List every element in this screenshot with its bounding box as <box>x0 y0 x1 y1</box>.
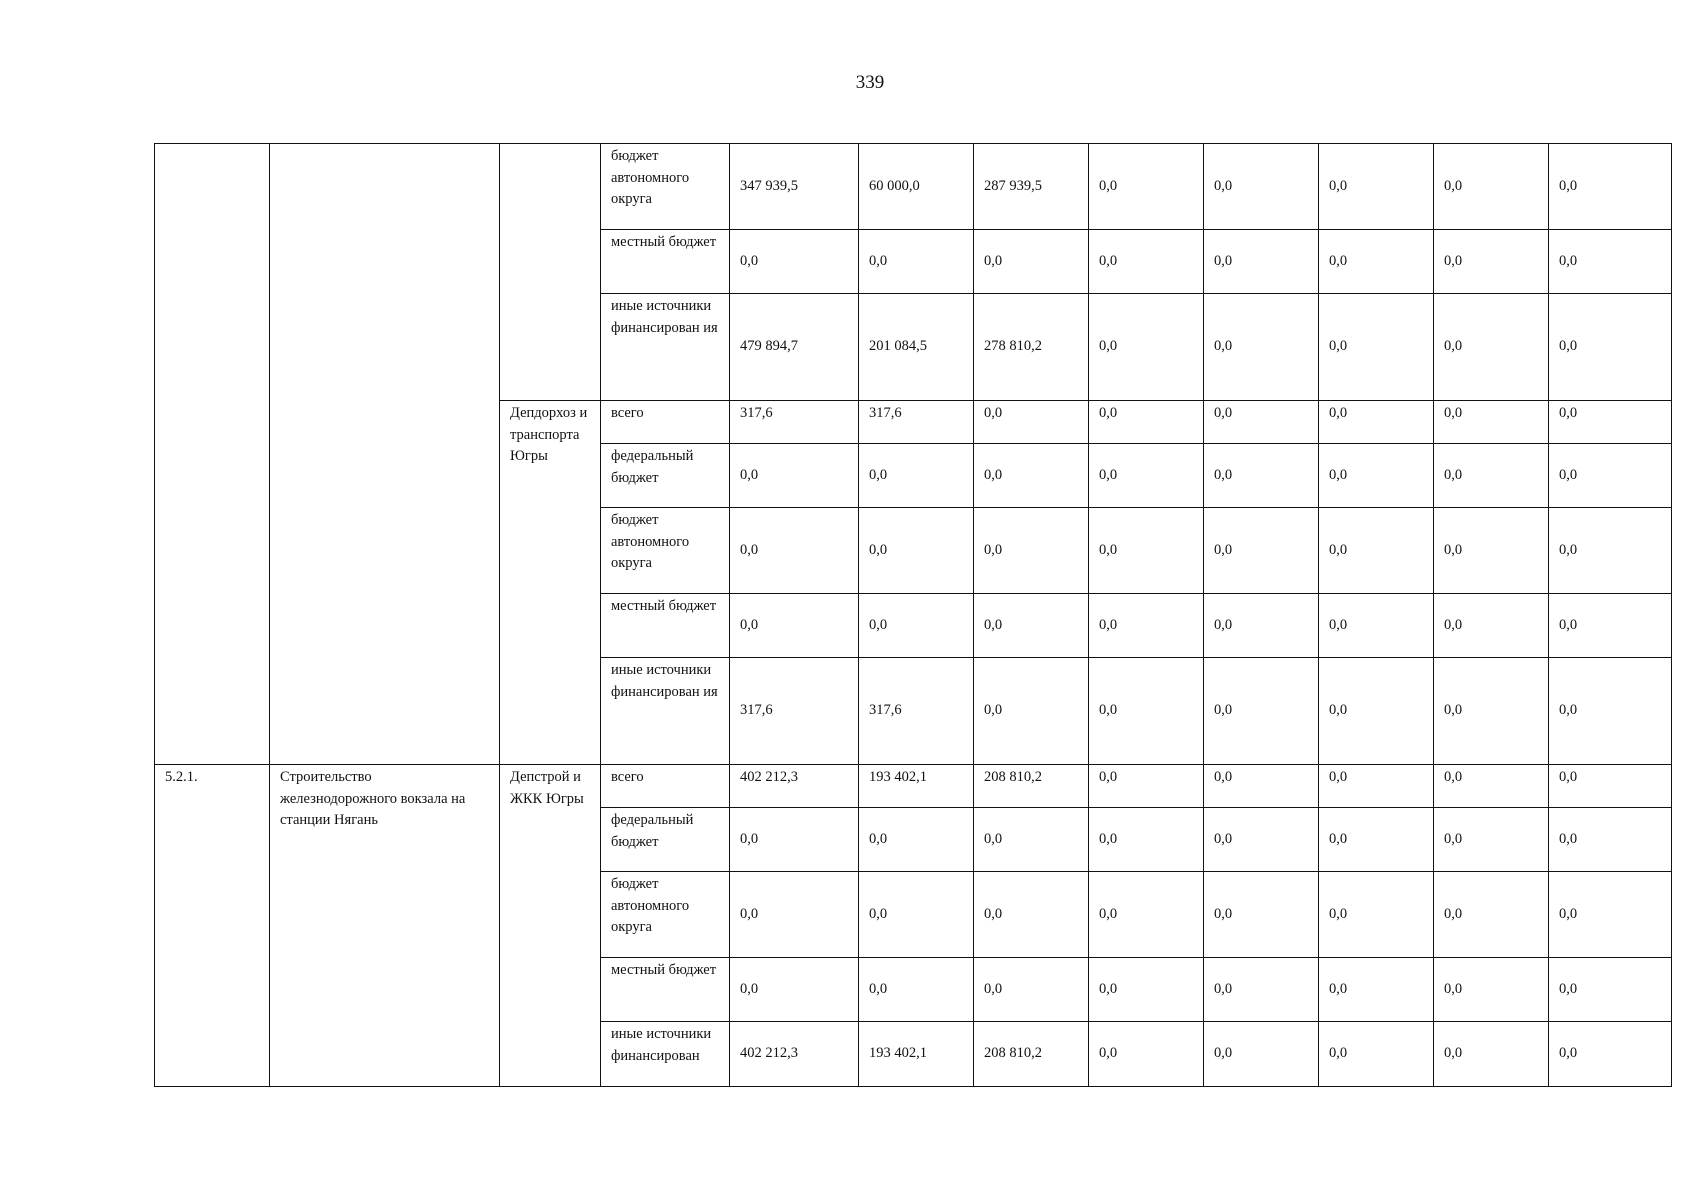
value-cell: 0,0 <box>1434 401 1549 444</box>
value-cell: 0,0 <box>1204 401 1319 444</box>
value-cell: 0,0 <box>974 444 1089 508</box>
value-cell: 0,0 <box>1089 658 1204 765</box>
value-cell: 0,0 <box>1319 594 1434 658</box>
value-cell: 0,0 <box>859 594 974 658</box>
value-cell: 0,0 <box>1319 508 1434 594</box>
executor-cell: Депстрой и ЖКК Югры <box>500 765 601 1087</box>
value-cell: 0,0 <box>1089 144 1204 230</box>
value-cell: 0,0 <box>974 872 1089 958</box>
value-cell: 0,0 <box>1549 294 1672 401</box>
code-cell <box>155 144 270 765</box>
value-cell: 193 402,1 <box>859 765 974 808</box>
value-cell: 0,0 <box>1434 230 1549 294</box>
value-cell: 402 212,3 <box>730 765 859 808</box>
value-cell: 0,0 <box>1549 958 1672 1022</box>
value-cell: 0,0 <box>1204 872 1319 958</box>
value-cell: 317,6 <box>859 658 974 765</box>
value-cell: 0,0 <box>1549 508 1672 594</box>
value-cell: 0,0 <box>1089 872 1204 958</box>
value-cell: 0,0 <box>730 508 859 594</box>
value-cell: 0,0 <box>1549 872 1672 958</box>
value-cell: 0,0 <box>1434 958 1549 1022</box>
page-number: 339 <box>855 72 885 93</box>
value-cell: 0,0 <box>1549 230 1672 294</box>
value-cell: 0,0 <box>1204 144 1319 230</box>
value-cell: 0,0 <box>974 401 1089 444</box>
value-cell: 0,0 <box>974 230 1089 294</box>
value-cell: 0,0 <box>974 958 1089 1022</box>
value-cell: 0,0 <box>1204 444 1319 508</box>
value-cell: 0,0 <box>1549 444 1672 508</box>
value-cell: 0,0 <box>1319 144 1434 230</box>
value-cell: 0,0 <box>1549 658 1672 765</box>
value-cell: 0,0 <box>1549 1022 1672 1087</box>
funding-source-cell: федеральный бюджет <box>601 444 730 508</box>
value-cell: 0,0 <box>1549 594 1672 658</box>
value-cell: 0,0 <box>1204 508 1319 594</box>
value-cell: 0,0 <box>1434 1022 1549 1087</box>
value-cell: 0,0 <box>1089 958 1204 1022</box>
funding-source-cell: федеральный бюджет <box>601 808 730 872</box>
value-cell: 317,6 <box>730 401 859 444</box>
value-cell: 0,0 <box>1319 294 1434 401</box>
value-cell: 0,0 <box>1434 294 1549 401</box>
value-cell: 317,6 <box>859 401 974 444</box>
value-cell: 0,0 <box>1319 958 1434 1022</box>
value-cell: 0,0 <box>730 594 859 658</box>
value-cell: 0,0 <box>859 958 974 1022</box>
value-cell: 0,0 <box>859 508 974 594</box>
funding-source-cell: бюджет автономного округа <box>601 508 730 594</box>
value-cell: 0,0 <box>974 508 1089 594</box>
value-cell: 193 402,1 <box>859 1022 974 1087</box>
value-cell: 0,0 <box>1319 658 1434 765</box>
value-cell: 479 894,7 <box>730 294 859 401</box>
executor-cell <box>500 144 601 401</box>
value-cell: 0,0 <box>1549 144 1672 230</box>
funding-source-cell: бюджет автономного округа <box>601 144 730 230</box>
value-cell: 0,0 <box>1434 808 1549 872</box>
value-cell: 0,0 <box>1089 594 1204 658</box>
value-cell: 0,0 <box>1434 658 1549 765</box>
funding-source-cell: местный бюджет <box>601 230 730 294</box>
value-cell: 0,0 <box>1319 872 1434 958</box>
value-cell: 0,0 <box>1434 508 1549 594</box>
value-cell: 0,0 <box>1319 444 1434 508</box>
value-cell: 0,0 <box>974 594 1089 658</box>
value-cell: 208 810,2 <box>974 765 1089 808</box>
value-cell: 402 212,3 <box>730 1022 859 1087</box>
funding-source-cell: местный бюджет <box>601 958 730 1022</box>
funding-source-cell: иные источники финансирован ия <box>601 658 730 765</box>
value-cell: 0,0 <box>730 230 859 294</box>
value-cell: 0,0 <box>974 808 1089 872</box>
value-cell: 0,0 <box>1434 594 1549 658</box>
value-cell: 0,0 <box>1089 765 1204 808</box>
name-cell: Строительство железнодорожного вокзала на станции Нягань <box>270 765 500 1087</box>
value-cell: 0,0 <box>730 872 859 958</box>
value-cell: 0,0 <box>1434 872 1549 958</box>
value-cell: 0,0 <box>1319 808 1434 872</box>
value-cell: 0,0 <box>730 958 859 1022</box>
value-cell: 201 084,5 <box>859 294 974 401</box>
value-cell: 0,0 <box>1319 401 1434 444</box>
value-cell: 0,0 <box>1204 808 1319 872</box>
value-cell: 0,0 <box>859 872 974 958</box>
value-cell: 0,0 <box>1089 230 1204 294</box>
funding-source-cell: всего <box>601 401 730 444</box>
budget-table <box>154 143 1672 1087</box>
value-cell: 278 810,2 <box>974 294 1089 401</box>
value-cell: 0,0 <box>1204 658 1319 765</box>
funding-source-cell: бюджет автономного округа <box>601 872 730 958</box>
value-cell: 0,0 <box>1204 294 1319 401</box>
value-cell: 0,0 <box>1204 765 1319 808</box>
table-row <box>155 765 1672 808</box>
value-cell: 0,0 <box>859 444 974 508</box>
value-cell: 0,0 <box>1319 1022 1434 1087</box>
value-cell: 0,0 <box>859 808 974 872</box>
value-cell: 0,0 <box>1089 1022 1204 1087</box>
value-cell: 0,0 <box>1549 765 1672 808</box>
value-cell: 0,0 <box>1204 958 1319 1022</box>
value-cell: 0,0 <box>1549 401 1672 444</box>
value-cell: 0,0 <box>974 658 1089 765</box>
value-cell: 0,0 <box>1089 508 1204 594</box>
table-row <box>155 144 1672 230</box>
executor-cell: Депдорхоз и транспорта Югры <box>500 401 601 765</box>
value-cell: 0,0 <box>1434 444 1549 508</box>
value-cell: 0,0 <box>730 808 859 872</box>
funding-source-cell: иные источники финансирован ия <box>601 294 730 401</box>
value-cell: 0,0 <box>859 230 974 294</box>
funding-source-cell: местный бюджет <box>601 594 730 658</box>
value-cell: 0,0 <box>1434 765 1549 808</box>
value-cell: 0,0 <box>1549 808 1672 872</box>
name-cell <box>270 144 500 765</box>
value-cell: 0,0 <box>1089 294 1204 401</box>
value-cell: 0,0 <box>1319 765 1434 808</box>
value-cell: 0,0 <box>1089 808 1204 872</box>
value-cell: 317,6 <box>730 658 859 765</box>
code-cell: 5.2.1. <box>155 765 270 1087</box>
value-cell: 0,0 <box>1434 144 1549 230</box>
funding-source-cell: всего <box>601 765 730 808</box>
value-cell: 0,0 <box>1204 594 1319 658</box>
value-cell: 0,0 <box>730 444 859 508</box>
value-cell: 0,0 <box>1204 1022 1319 1087</box>
value-cell: 0,0 <box>1319 230 1434 294</box>
value-cell: 0,0 <box>1089 401 1204 444</box>
funding-source-cell: иные источники финансирован <box>601 1022 730 1087</box>
value-cell: 208 810,2 <box>974 1022 1089 1087</box>
value-cell: 287 939,5 <box>974 144 1089 230</box>
value-cell: 347 939,5 <box>730 144 859 230</box>
value-cell: 60 000,0 <box>859 144 974 230</box>
value-cell: 0,0 <box>1204 230 1319 294</box>
value-cell: 0,0 <box>1089 444 1204 508</box>
